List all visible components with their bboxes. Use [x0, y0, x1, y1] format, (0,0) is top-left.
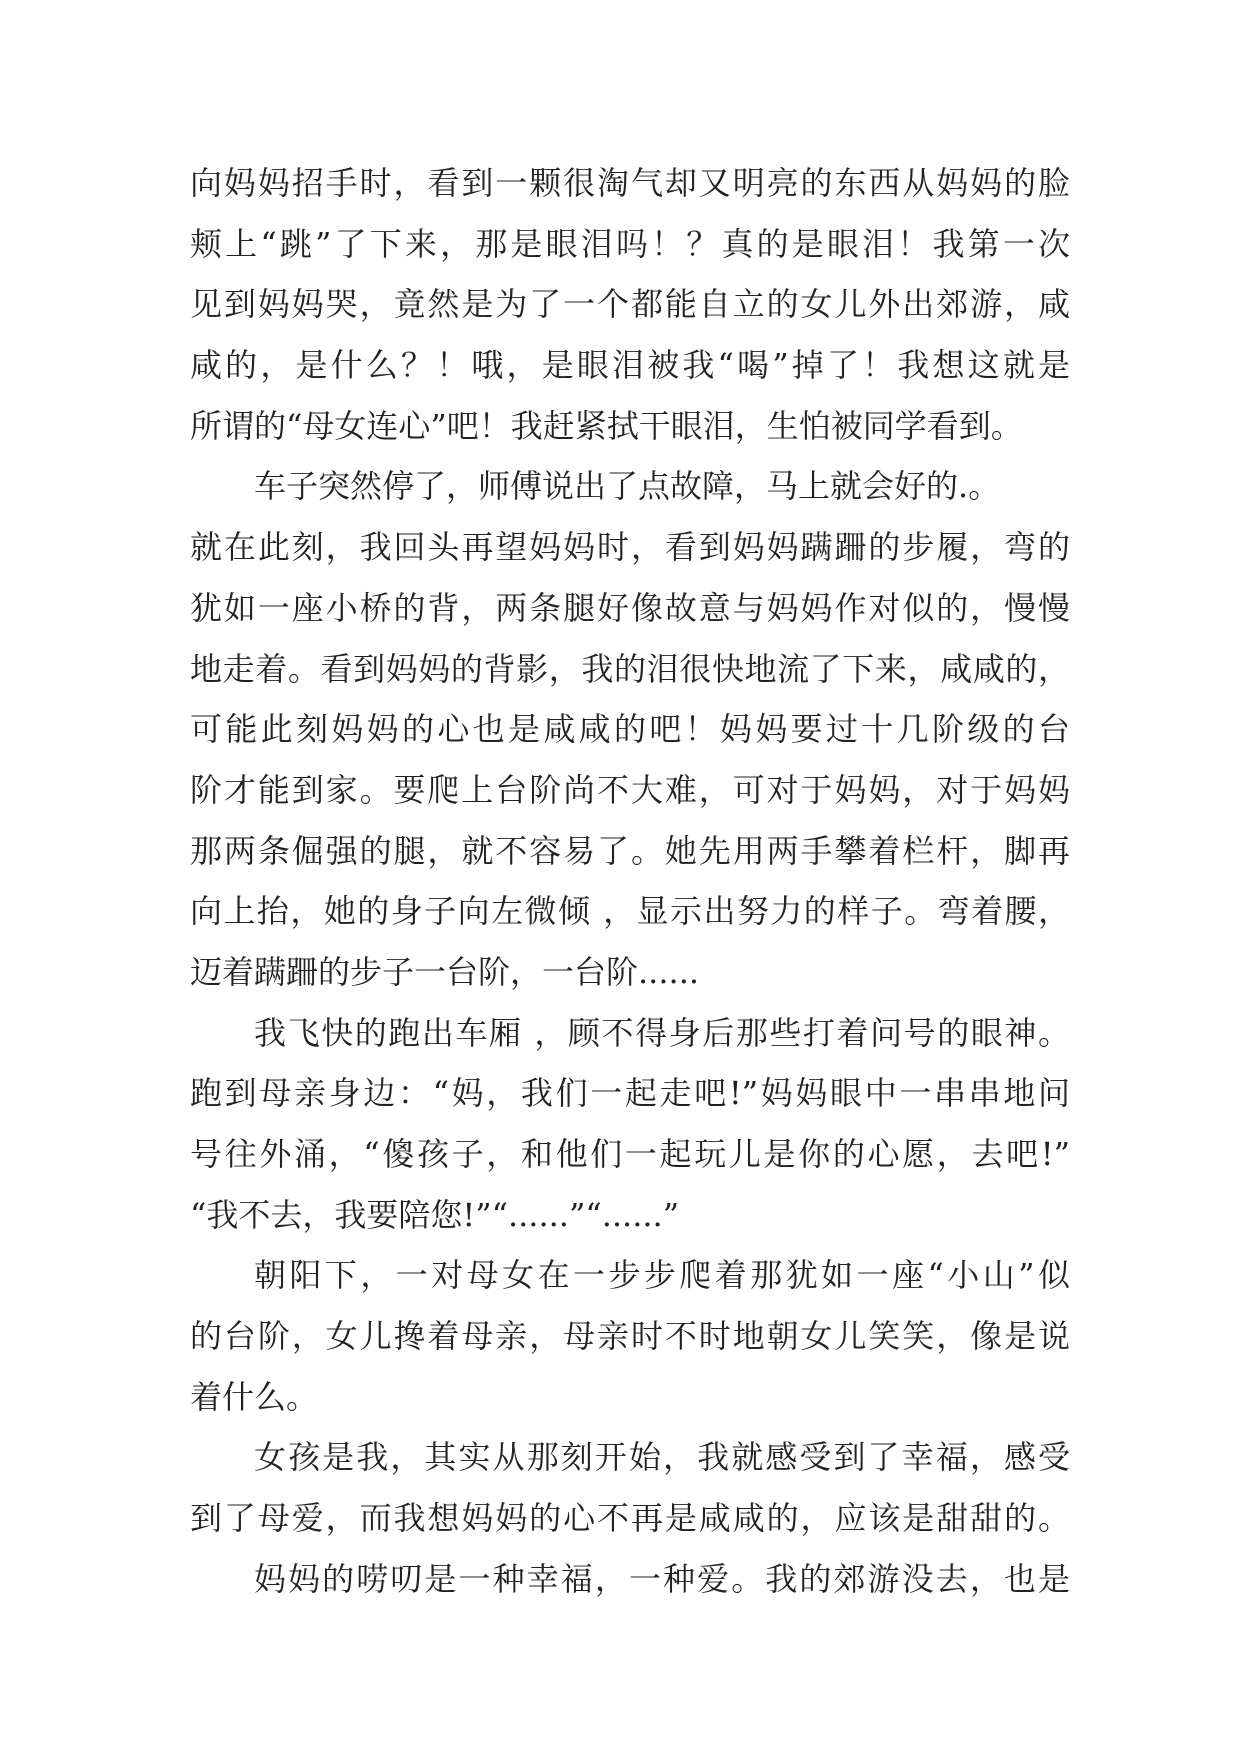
text-line: 车子突然停了，师傅说出了点故障，马上就会好的.。 — [254, 467, 1001, 506]
text-line: 可能此刻妈妈的心也是咸咸的吧！妈妈要过十几阶级的台 — [190, 710, 1070, 749]
text-line: 朝阳下，一对母女在一步步爬着那犹如一座“小山”似 — [254, 1256, 1070, 1295]
text-line: 犹如一座小桥的背，两条腿好像故意与妈妈作对似的，慢慢 — [190, 588, 1070, 627]
text-line: 阶才能到家。要爬上台阶尚不大难，可对于妈妈，对于妈妈 — [190, 770, 1070, 809]
text-line: 地走着。看到妈妈的背影，我的泪很快地流了下来，咸咸的， — [190, 649, 1070, 688]
text-line: 见到妈妈哭，竟然是为了一个都能自立的女儿外出郊游，咸 — [190, 285, 1070, 324]
text-line: 妈妈的唠叨是一种幸福，一种爱。我的郊游没去，也是 — [254, 1559, 1070, 1598]
text-line: 颊上“跳”了下来，那是眼泪吗！？真的是眼泪！我第一次 — [190, 224, 1070, 263]
text-line: 就在此刻，我回头再望妈妈时，看到妈妈蹒跚的步履，弯的 — [190, 528, 1070, 567]
text-line: 向妈妈招手时，看到一颗很淘气却又明亮的东西从妈妈的脸 — [190, 164, 1070, 202]
text-line: 所谓的“母女连心”吧！我赶紧拭干眼泪，生怕被同学看到。 — [190, 406, 1023, 445]
text-line: 跑到母亲身边：“妈，我们一起走吧!”妈妈眼中一串串地问 — [190, 1074, 1070, 1113]
text-line: “我不去，我要陪您!”“......”“......” — [190, 1195, 680, 1234]
text-line: 的台阶，女儿搀着母亲，母亲时不时地朝女儿笑笑，像是说 — [190, 1317, 1070, 1356]
text-line: 迈着蹒跚的步子一台阶，一台阶...... — [190, 952, 700, 991]
text-line: 向上抬，她的身子向左微倾 ，显示出努力的样子。弯着腰， — [190, 892, 1070, 931]
text-line: 号往外涌，“傻孩子，和他们一起玩儿是你的心愿，去吧!” — [190, 1135, 1070, 1173]
text-line: 我飞快的跑出车厢 ，顾不得身后那些打着问号的眼神。 — [254, 1013, 1070, 1052]
text-line: 那两条倔强的腿，就不容易了。她先用两手攀着栏杆，脚再 — [190, 831, 1070, 870]
essay-body — [190, 153, 1070, 1610]
text-line: 咸的，是什么？！哦，是眼泪被我“喝”掉了！我想这就是 — [190, 346, 1070, 385]
text-line: 着什么。 — [190, 1377, 319, 1416]
text-line: 到了母爱，而我想妈妈的心不再是咸咸的，应该是甜甜的。 — [190, 1499, 1070, 1538]
text-line: 女孩是我，其实从那刻开始，我就感受到了幸福，感受 — [254, 1438, 1070, 1477]
